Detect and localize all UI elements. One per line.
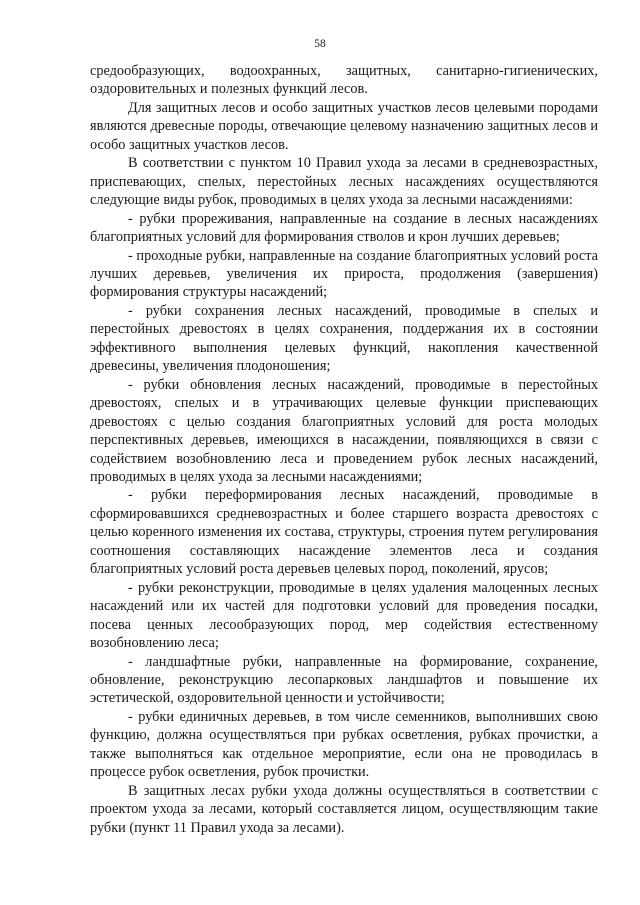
list-item-landscape-cutting: - ландшафтные рубки, направленные на формирование, сохранение, обновление, реконструкцию лесопарковых ландшафтов и повышение их эстетической, оздоровительной ценности и устойчивости; (90, 653, 598, 707)
paragraph-protective-forests: В защитных лесах рубки ухода должны осуществляться в соответствии с проектом ухода за лесами, который составляется лицом, осуществляющим такие рубки (пункт 11 Правил ухода за лесами). (90, 782, 598, 836)
list-item-reformation-cutting: - рубки переформирования лесных насаждений, проводимые в сформировавшихся средневозрастных и более старшего возраста древостоях с целью коренного изменения их состава, структуры, строения путем регулирования соотношения составляющих насаждение элементов леса и создания благоприятных условий роста деревьев целевых пород, поколений, ярусов; (90, 487, 598, 578)
list-item-reconstruction-cutting: - рубки реконструкции, проводимые в целях удаления малоценных лесных насаждений или их частей для подготовки условий для проведения посадки, посева ценных лесообразующих пород, мер содействия естественному возобновлению леса; (90, 579, 598, 652)
list-item-passage-cutting: - проходные рубки, направленные на создание благоприятных условий роста лучших деревьев, увеличения их прироста, продолжения (завершения) формирования структуры насаждений; (90, 247, 598, 301)
document-body (90, 62, 598, 837)
paragraph-continued: средообразующих, водоохранных, защитных, санитарно-гигиенических, оздоровительных и полезных функций лесов. (90, 63, 598, 98)
list-item-renewal-cutting: - рубки обновления лесных насаждений, проводимые в перестойных древостоях, спелых и в утрачивающих целевые функции приспевающих древостоях с целью создания благоприятных условий для роста молодых перспективных деревьев, имеющихся в насаждении, появляющихся в связи с содействием возобновлению леса и проведением рубок лесных насаждений, проводимых в целях ухода за лесными насаждениями; (90, 376, 598, 485)
list-item-single-tree-cutting: - рубки единичных деревьев, в том числе семенников, выполнивших свою функцию, должна осуществляться при рубках осветления, рубках прочистки, а также выполняться как отдельное мероприятие, если она не проводилась в процессе рубок осветления, рубок прочистки. (90, 708, 598, 781)
list-item-conservation-cutting: - рубки сохранения лесных насаждений, проводимые в спелых и перестойных древостоях в целях сохранения, поддержания их в состоянии эффективного выполнения целевых функций, накопления качественной древесины, увеличения плодоношения; (90, 302, 598, 375)
paragraph-cutting-types-intro: В соответствии с пунктом 10 Правил ухода за лесами в средневозрастных, приспевающих, спелых, перестойных лесных насаждениях осуществляются следующие виды рубок, проводимых в целях ухода за лесными насаждениями: (90, 155, 598, 209)
page-number: 58 (314, 38, 326, 50)
paragraph-target-species: Для защитных лесов и особо защитных участков лесов целевыми породами являются древесные породы, отвечающие целевому назначению защитных лесов и особо защитных участков лесов. (90, 99, 598, 153)
list-item-thinning: - рубки прореживания, направленные на создание в лесных насаждениях благоприятных условий для формирования стволов и крон лучших деревьев; (90, 210, 598, 246)
